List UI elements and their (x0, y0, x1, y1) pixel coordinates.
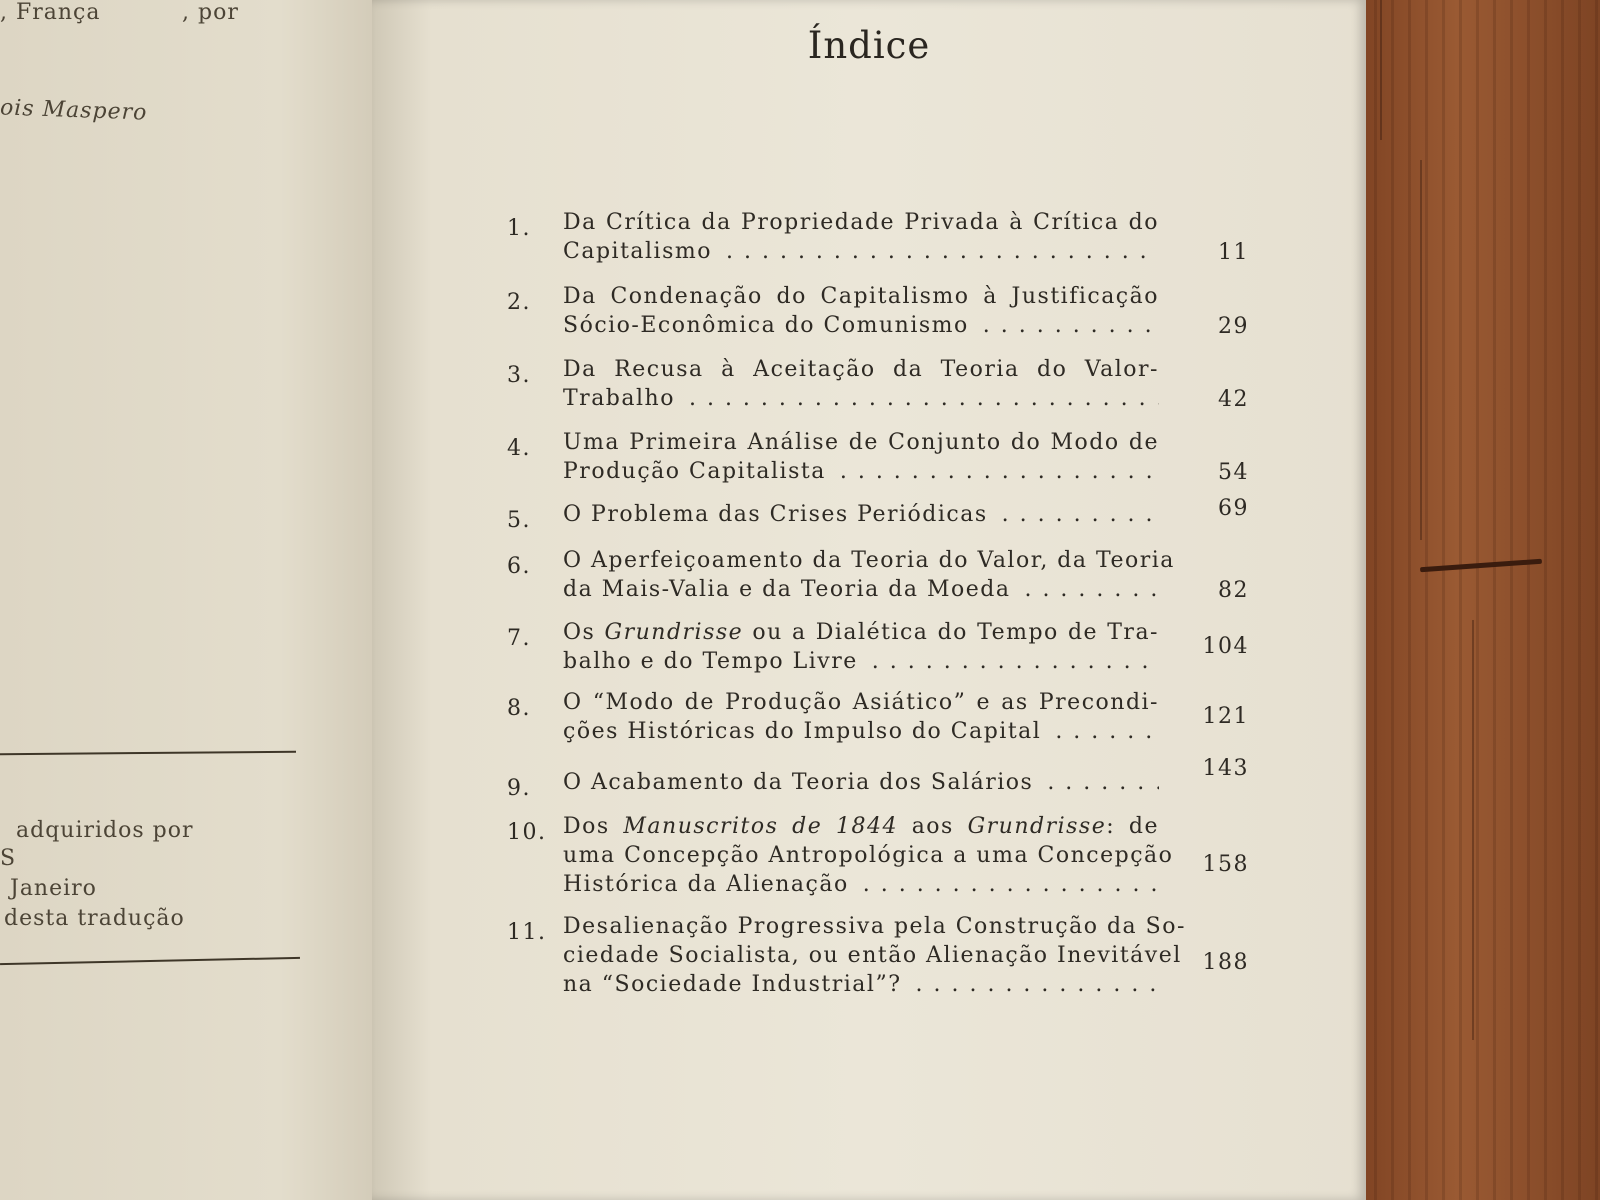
leader-dots (1002, 500, 1159, 529)
toc-line-text: Produção Capitalista (563, 459, 826, 484)
leader-dots (916, 970, 1159, 999)
toc-entry-number: 9. (507, 776, 531, 801)
toc-line (563, 870, 1159, 899)
leader-dots (983, 311, 1159, 340)
toc-line-text: aos (897, 814, 968, 839)
toc-line: O Aperfeiçoamento da Teoria do Valor, da Teoria (563, 548, 1175, 573)
toc-entry-title (563, 355, 1159, 413)
toc-entry-title (563, 546, 1175, 604)
toc-line (563, 311, 1159, 340)
toc-line (563, 618, 1159, 647)
toc-line-text: : de (1106, 814, 1159, 839)
toc-entry-title (563, 812, 1174, 899)
toc-line-text: Os (563, 620, 605, 645)
toc-line (563, 647, 1159, 676)
toc-line-text: Capitalismo (563, 239, 712, 264)
leader-dots (689, 384, 1159, 413)
leader-dots (872, 647, 1159, 676)
toc-entry-page: 29 (1218, 314, 1249, 339)
toc-line-text: Trabalho (563, 386, 675, 411)
left-page-text-fragment: , França (0, 0, 101, 25)
right-page (372, 0, 1366, 1200)
left-page-text-fragment: , por (182, 0, 239, 25)
toc-entry-title (563, 208, 1159, 266)
table-of-contents (372, 0, 1366, 1200)
leader-dots (1047, 768, 1159, 797)
leader-dots (1024, 575, 1159, 604)
book-title-italic: Grundrisse (967, 814, 1107, 839)
toc-line-text: O Acabamento da Teoria dos Salários (563, 770, 1034, 795)
left-page-text-fragment: Janeiro (10, 876, 97, 901)
toc-entry-title (563, 768, 1159, 797)
toc-entry-page: 69 (1218, 496, 1249, 521)
toc-line (563, 575, 1159, 604)
leader-dots (726, 237, 1159, 266)
toc-line: ciedade Socialista, ou então Alienação Inevitável (563, 943, 1182, 968)
toc-entry-page: 82 (1218, 578, 1249, 603)
toc-entry-number: 3. (507, 363, 531, 388)
toc-line (563, 237, 1159, 266)
toc-entry-number: 8. (507, 696, 531, 721)
toc-line (563, 717, 1159, 746)
toc-line: Desalienação Progressiva pela Construção da So- (563, 914, 1186, 939)
toc-line: Uma Primeira Análise de Conjunto do Modo de (563, 430, 1159, 455)
toc-line-text: Histórica da Alienação (563, 872, 849, 897)
toc-entry-number: 2. (507, 290, 531, 315)
toc-line (563, 768, 1159, 797)
toc-line-text: ou a Dialética do Tempo de Tra- (743, 620, 1159, 645)
toc-line (563, 384, 1159, 413)
left-page (0, 0, 400, 1200)
toc-line-text: balho e do Tempo Livre (563, 649, 858, 674)
book-title-italic: Grundrisse (604, 620, 744, 645)
toc-line: uma Concepção Antropológica a uma Concepção (563, 843, 1174, 868)
toc-line (563, 970, 1159, 999)
left-page-text-fragment: desta tradução (4, 906, 185, 931)
left-page-text-fragment: S (0, 846, 17, 871)
toc-entry-page: 54 (1218, 460, 1249, 485)
left-page-rule-top (0, 751, 296, 756)
toc-entry-page: 188 (1202, 950, 1249, 975)
toc-entry-number: 7. (507, 626, 531, 651)
toc-entry-number: 5. (507, 508, 531, 533)
toc-entry-page: 158 (1202, 852, 1249, 877)
toc-entry-number: 10. (507, 820, 547, 845)
toc-entry-title (563, 282, 1159, 340)
toc-line-text: ções Históricas do Impulso do Capital (563, 719, 1042, 744)
toc-entry-number: 1. (507, 216, 531, 241)
book-title-italic: Manuscritos de 1844 (623, 814, 898, 839)
toc-entry-title (563, 500, 1159, 529)
toc-entry-number: 4. (507, 436, 531, 461)
toc-line (563, 457, 1159, 486)
page-title: Índice (807, 24, 931, 67)
toc-entry-number: 11. (507, 920, 547, 945)
toc-line-text: na “Sociedade Industrial”? (563, 972, 902, 997)
toc-line: Da Crítica da Propriedade Privada à Crítica do (563, 210, 1159, 235)
toc-entry-number: 6. (507, 554, 531, 579)
toc-entry-title (563, 688, 1159, 746)
toc-entry-page: 121 (1202, 704, 1249, 729)
leader-dots (1055, 717, 1159, 746)
toc-line-text: Sócio-Econômica do Comunismo (563, 313, 969, 338)
left-page-text-fragment: adquiridos por (16, 818, 194, 843)
toc-line-text: Dos (563, 814, 624, 839)
toc-entry-page: 143 (1202, 756, 1249, 781)
toc-entry-page: 42 (1218, 387, 1249, 412)
leader-dots (863, 870, 1159, 899)
toc-line (563, 500, 1159, 529)
toc-line: Da Condenação do Capitalismo à Justificação (563, 284, 1159, 309)
toc-line: O “Modo de Produção Asiático” e as Precondi- (563, 690, 1159, 715)
left-page-text-fragment: ois Maspero (0, 95, 148, 126)
toc-entry-title (563, 618, 1159, 676)
toc-entry-title (563, 912, 1186, 999)
toc-line-text: da Mais-Valia e da Teoria da Moeda (563, 577, 1011, 602)
toc-entry-page: 104 (1202, 634, 1249, 659)
toc-entry-page: 11 (1218, 240, 1249, 265)
leader-dots (840, 457, 1159, 486)
toc-line: Da Recusa à Aceitação da Teoria do Valor- (563, 357, 1159, 382)
toc-line (563, 812, 1159, 841)
left-page-rule-bottom (0, 957, 300, 965)
toc-entry-title (563, 428, 1159, 486)
wooden-table-surface (1340, 0, 1600, 1200)
toc-line-text: O Problema das Crises Periódicas (563, 502, 988, 527)
